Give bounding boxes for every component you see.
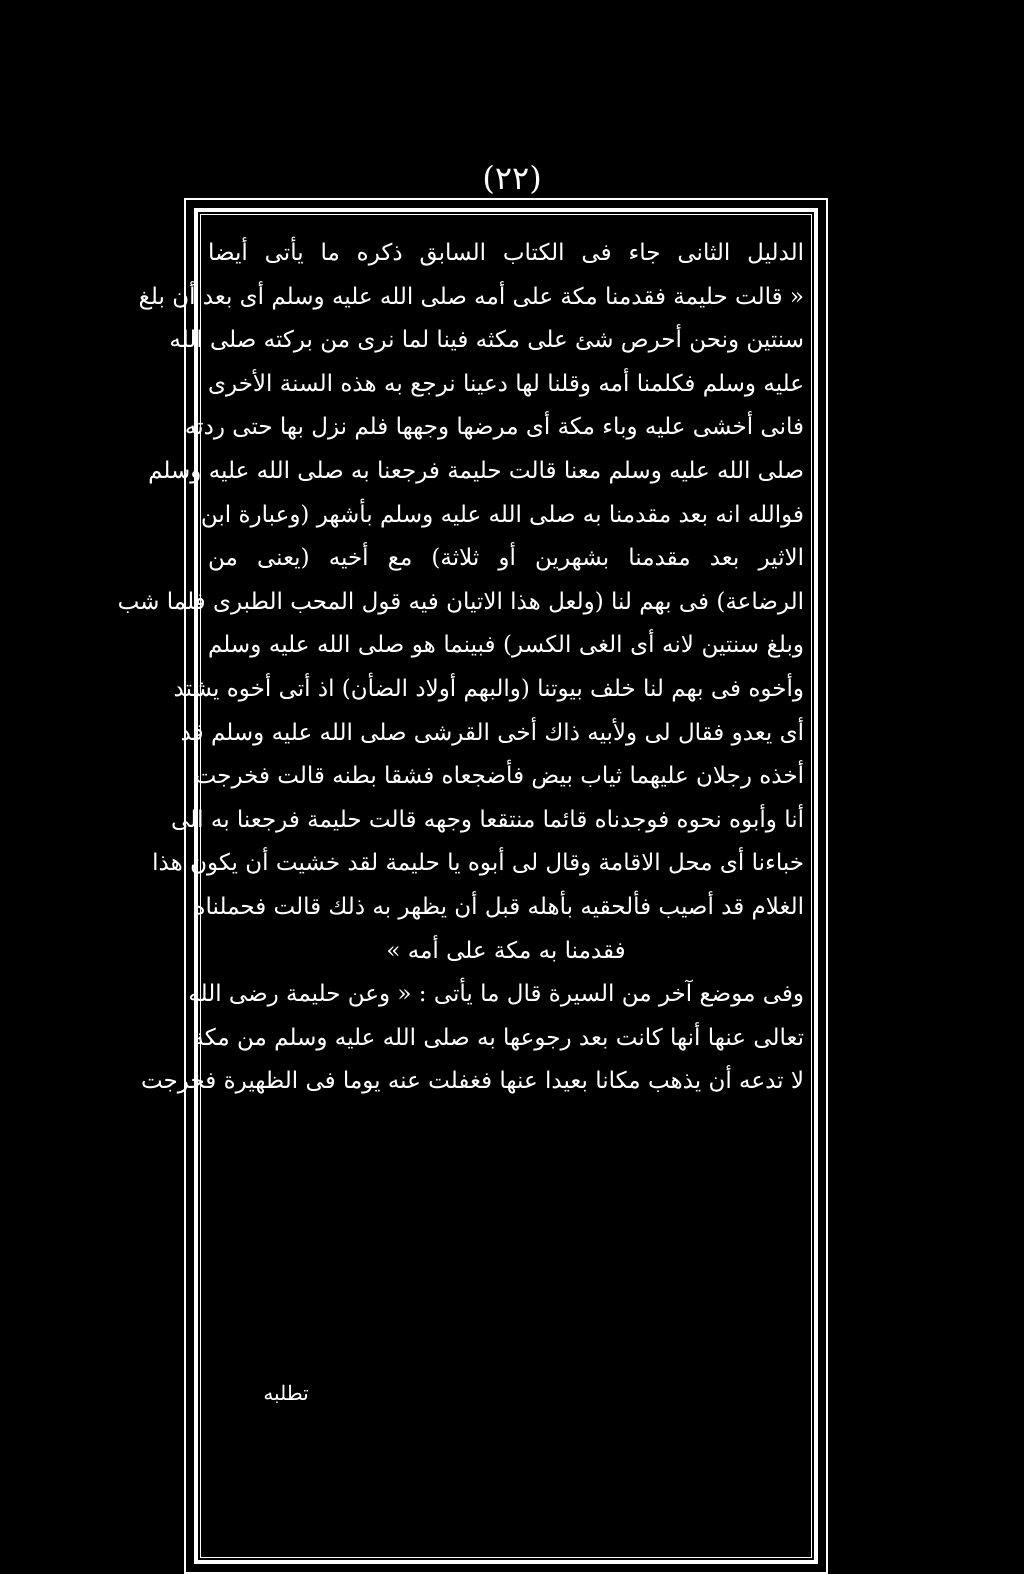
text-block (117, 232, 810, 1104)
text-frame (117, 198, 828, 1574)
text-line: « قالت حليمة فقدمنا مكة على أمه صلى الله عليه وسلم أى بعد أن بلغ (138, 283, 804, 310)
text-line: أى يعدو فقال لى ولأبيه ذاك أخى القرشى صلى الله عليه وسلم قد (180, 719, 804, 746)
page-number: (٢٢) (482, 159, 542, 197)
text-line: أنا وأبوه نحوه فوجدناه قائما منتقعا وجهه قالت حليمة فرجعنا به الى (170, 806, 804, 833)
text-line: لا تدعه أن يذهب مكانا بعيدا عنها فغفلت عنه يوما فى الظهيرة فخرجت (140, 1068, 804, 1095)
text-line: فقدمنا به مكة على أمه » (386, 937, 626, 964)
text-line: وأخوه فى بهم لنا خلف بيوتنا (والبهم أولاد الضأن) اذ أتى أخوه يشتد (173, 675, 804, 702)
catchword: تطلبه (263, 1381, 309, 1405)
text-line: الاثير بعد مقدمنا بشهرين أو ثلاثة) مع أخيه (يعنى من (208, 545, 804, 572)
text-line: أخذه رجلان عليهما ثياب بيض فأضجعاه فشقا بطنه قالت فخرجت (194, 763, 804, 790)
text-line: خباءنا أى محل الاقامة وقال لى أبوه يا حليمة لقد خشيت أن يكون هذا (152, 850, 804, 877)
text-line: صلى الله عليه وسلم معنا قالت حليمة فرجعنا به صلى الله عليه وسلم (148, 457, 804, 484)
text-line: وفى موضع آخر من السيرة قال ما يأتى : « وعن حليمة رضى الله (188, 981, 804, 1008)
text-line: فوالله انه بعد مقدمنا به صلى الله عليه وسلم بأشهر (وعبارة ابن (200, 501, 804, 528)
text-line: وبلغ سنتين لانه أى الغى الكسر) فبينما هو صلى الله عليه وسلم (208, 632, 804, 659)
text-line: فانى أخشى عليه وباء مكة أى مرضها وجهها فلم نزل بها حتى ردته (184, 414, 804, 441)
text-line: عليه وسلم فكلمنا أمه وقلنا لها دعينا نرجع به هذه السنة الأخرى (208, 370, 804, 397)
text-line: الدليل الثانى جاء فى الكتاب السابق ذكره ما يأتى أيضا (208, 240, 804, 266)
text-line: الرضاعة) فى بهم لنا (ولعل هذا الاتيان فيه قول المحب الطبرى فلما شب (117, 588, 804, 615)
text-line: تعالى عنها أنها كانت بعد رجوعها به صلى الله عليه وسلم من مكة (192, 1024, 804, 1051)
text-line: الغلام قد أصيب فألحقيه بأهله قبل أن يظهر به ذلك قالت فحملناه (193, 893, 804, 920)
text-line: سنتين ونحن أحرص شئ على مكثه فينا لما نرى من بركته صلى الله (169, 327, 804, 354)
